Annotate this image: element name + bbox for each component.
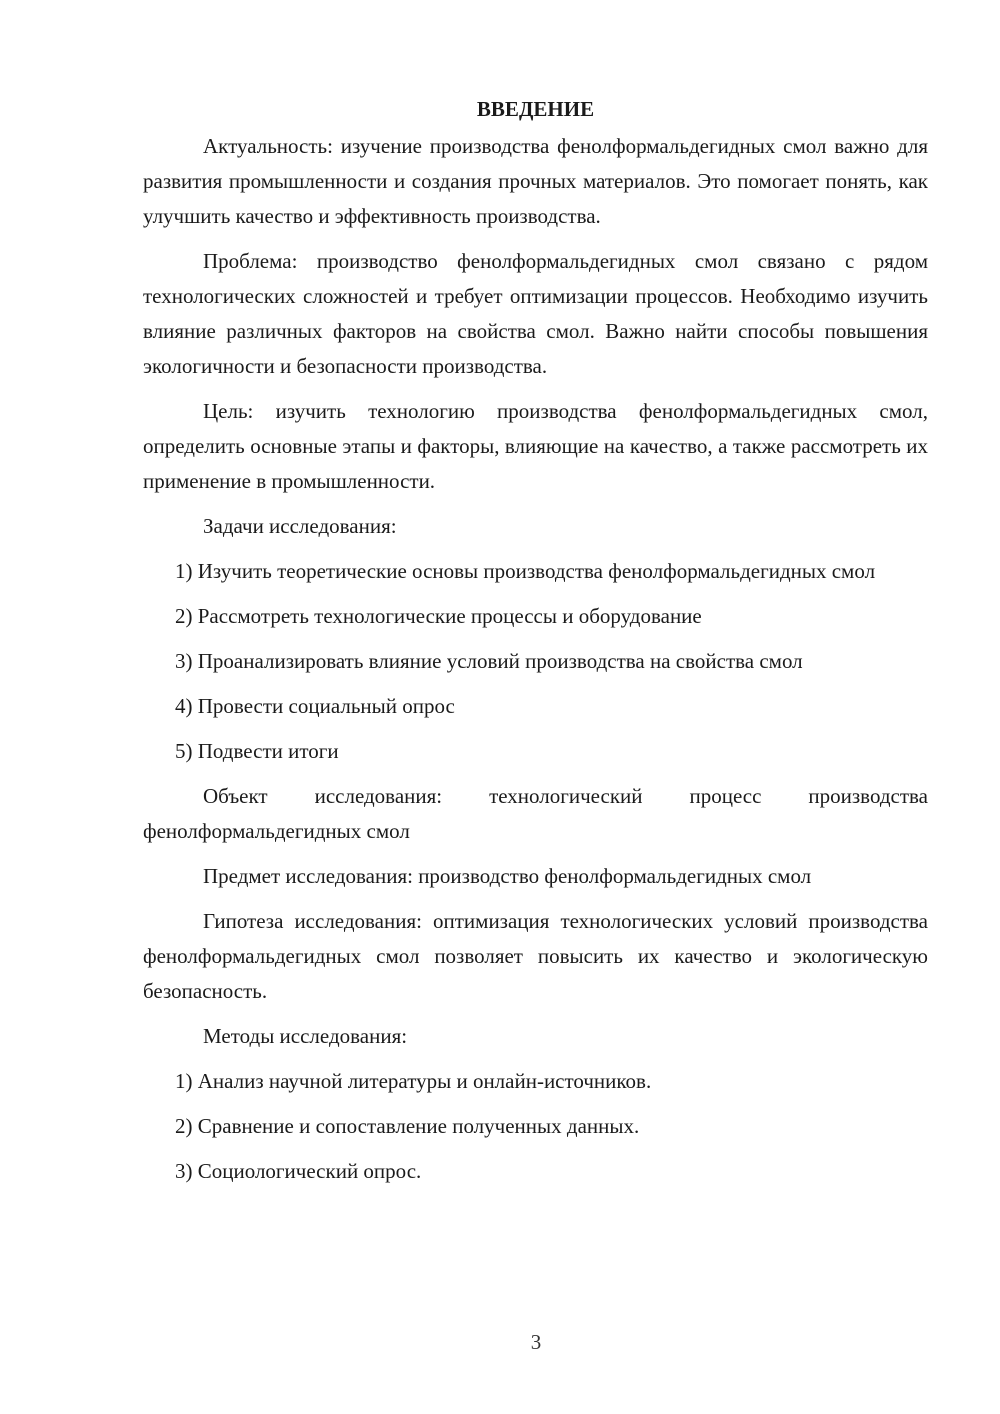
task-item-2: 2) Рассмотреть технологические процессы и оборудование bbox=[175, 604, 702, 628]
task-item-1: 1) Изучить теоретические основы производства фенолформальдегидных смол bbox=[175, 559, 876, 583]
problem-paragraph: Проблема: производство фенолформальдегидных смол связано с рядом технологических сложностей и требует оптимизации процессов. Необходимо изучить влияние различных факторов на свойства смол. Важно найти способы повышения экологичности и безопасности производства. bbox=[143, 249, 928, 378]
object-paragraph: Объект исследования: технологический процесс производства фенолформальдегидных смол bbox=[143, 784, 928, 843]
goal-paragraph: Цель: изучить технологию производства фенолформальдегидных смол, определить основные этапы и факторы, влияющие на качество, а также рассмотреть их применение в промышленности. bbox=[143, 399, 928, 493]
method-item-3: 3) Социологический опрос. bbox=[175, 1159, 422, 1183]
document-page bbox=[143, 92, 928, 1199]
page-title: ВВЕДЕНИЕ bbox=[476, 97, 595, 121]
task-item-4: 4) Провести социальный опрос bbox=[175, 694, 455, 718]
hypothesis-paragraph: Гипотеза исследования: оптимизация технологических условий производства фенолформальдегидных смол позволяет повысить их качество и экологическую безопасность. bbox=[143, 909, 928, 1003]
methods-heading: Методы исследования: bbox=[203, 1024, 408, 1048]
page-number: 3 bbox=[530, 1330, 542, 1354]
task-item-3: 3) Проанализировать влияние условий производства на свойства смол bbox=[175, 649, 803, 673]
task-item-5: 5) Подвести итоги bbox=[175, 739, 339, 763]
subject-paragraph: Предмет исследования: производство фенолформальдегидных смол bbox=[203, 864, 812, 888]
method-item-1: 1) Анализ научной литературы и онлайн-источников. bbox=[175, 1069, 652, 1093]
relevance-paragraph: Актуальность: изучение производства фенолформальдегидных смол важно для развития промышленности и создания прочных материалов. Это помогает понять, как улучшить качество и эффективность производства. bbox=[143, 134, 928, 228]
method-item-2: 2) Сравнение и сопоставление полученных данных. bbox=[175, 1114, 640, 1138]
tasks-heading: Задачи исследования: bbox=[203, 514, 397, 538]
